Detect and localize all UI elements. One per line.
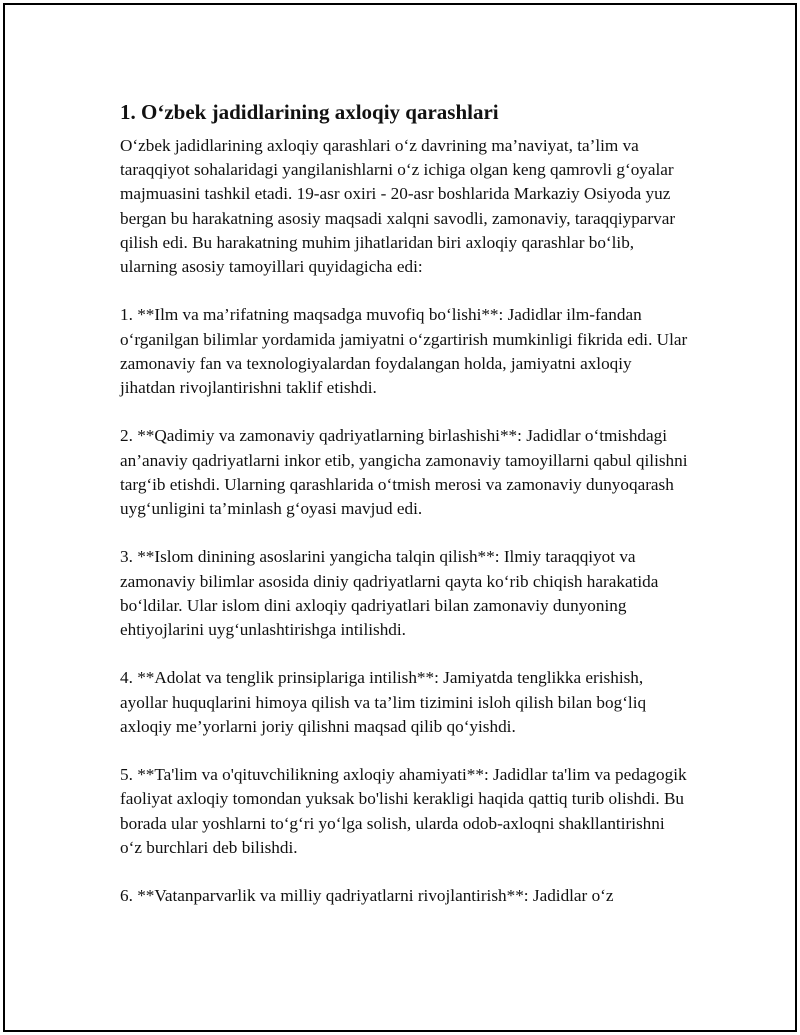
- point-1-paragraph: 1. **Ilm va ma’rifatning maqsadga muvofiq bo‘lishi**: Jadidlar ilm-fandan o‘rganilgan bilimlar yordamida jamiyatni o‘zgartirish mumkinligi fikrida edi. Ular zamonaviy fan va texnologiyalardan foydalangan holda, jamiyatni axloqiy jihatdan rivojlantirishni taklif etishdi.: [120, 305, 688, 398]
- point-3-paragraph: 3. **Islom dinining asoslarini yangicha talqin qilish**: Ilmiy taraqqiyot va zamonaviy bilimlar asosida diniy qadriyatlarni qayta ko‘rib chiqish harakatida bo‘ldilar. Ular islom dini axloqiy qadriyatlari bilan zamonaviy dunyoning ehtiyojlarini uyg‘unlashtirishga intilishdi.: [120, 547, 659, 640]
- point-6-paragraph: 6. **Vatanparvarlik va milliy qadriyatlarni rivojlantirish**: Jadidlar o‘z: [120, 886, 614, 906]
- section-heading: 1. O‘zbek jadidlarining axloqiy qarashlari: [120, 100, 499, 124]
- page-frame: [3, 3, 797, 1032]
- document-body: [120, 98, 690, 933]
- intro-paragraph: O‘zbek jadidlarining axloqiy qarashlari o‘z davrining ma’naviyat, ta’lim va taraqqiyot sohalaridagi yangilanishlarni o‘z ichiga olgan keng qamrovli g‘oyalar majmuasini tashkil etadi. 19-asr oxiri - 20-asr boshlarida Markaziy Osiyoda yuz bergan bu harakatning asosiy maqsadi xalqni savodli, zamonaviy, taraqqiyparvar qilish edi. Bu harakatning muhim jihatlaridan biri axloqiy qarashlar bo‘lib, ularning asosiy tamoyillari quyidagicha edi:: [120, 136, 676, 277]
- point-4-paragraph: 4. **Adolat va tenglik prinsiplariga intilish**: Jamiyatda tenglikka erishish, ayollar huquqlarini himoya qilish va ta’lim tizimini isloh qilish bilan bog‘liq axloqiy me’yorlarni joriy qilishni maqsad qilib qo‘yishdi.: [120, 668, 647, 736]
- point-2-paragraph: 2. **Qadimiy va zamonaviy qadriyatlarning birlashishi**: Jadidlar o‘tmishdagi an’anaviy qadriyatlarni inkor etib, yangicha zamonaviy tamoyillarni qabul qilishni targ‘ib etishdi. Ularning qarashlarida o‘tmish merosi va zamonaviy dunyoqarash uyg‘unligini ta’minlash g‘oyasi mavjud edi.: [120, 426, 688, 519]
- point-5-paragraph: 5. **Ta'lim va o'qituvchilikning axloqiy ahamiyati**: Jadidlar ta'lim va pedagogik faoliyat axloqiy tomondan yuksak bo'lishi kerakligi haqida qattiq turib olishdi. Bu borada ular yoshlarni to‘g‘ri yo‘lga solish, ularda odob-axloqni shakllantirishni o‘z burchlari deb bilishdi.: [120, 765, 687, 857]
